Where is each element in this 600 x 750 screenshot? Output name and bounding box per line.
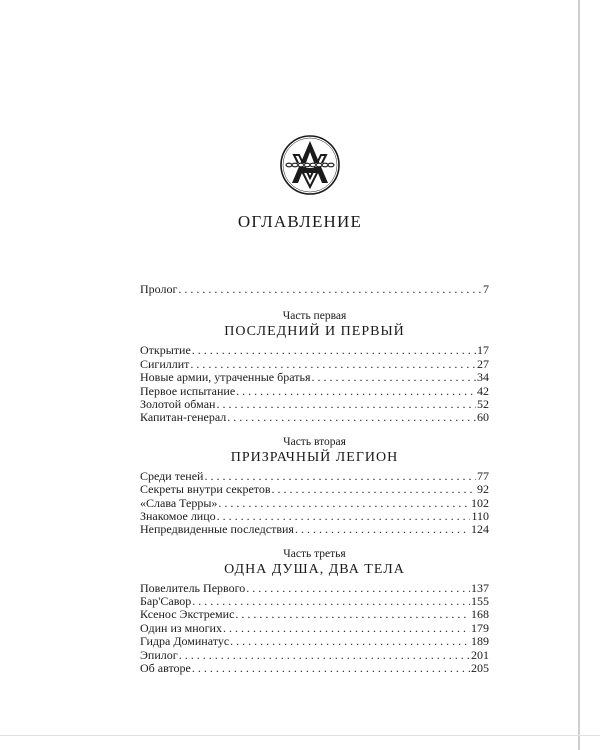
page-edge-bottom	[0, 735, 600, 736]
dot-leader	[190, 358, 476, 371]
dot-leader	[223, 622, 470, 635]
entry-title: Гидра Доминатус	[140, 634, 230, 649]
dot-leader	[192, 344, 476, 357]
dot-leader	[227, 411, 476, 424]
dot-leader	[235, 608, 470, 621]
dot-leader	[192, 595, 470, 608]
toc-entry[interactable]	[140, 635, 489, 648]
toc-entry[interactable]	[140, 582, 489, 595]
entry-title: Секреты внутри секретов	[140, 482, 271, 497]
dot-leader	[312, 371, 477, 384]
entry-page: 137	[471, 580, 489, 595]
publisher-emblem-icon	[278, 133, 342, 197]
entry-page: 27	[477, 356, 489, 371]
entry-title: Новые армии, утраченные братья	[140, 370, 311, 385]
toc-entry[interactable]	[140, 371, 489, 384]
part-heading-2	[140, 435, 489, 466]
entry-page: 92	[477, 482, 489, 497]
toc-entry[interactable]	[140, 411, 489, 424]
dot-leader	[204, 470, 476, 483]
dot-leader	[178, 283, 482, 296]
entry-page: 155	[471, 594, 489, 609]
toc-entry[interactable]	[140, 344, 489, 357]
entry-title: Непредвиденные последствия	[140, 522, 294, 537]
part-heading-1	[140, 309, 489, 340]
part-label: Часть первая	[282, 310, 347, 323]
entry-title: Бар'Савор	[140, 594, 192, 609]
entry-page: 189	[471, 634, 489, 649]
toc-entry-prologue[interactable]	[140, 283, 489, 296]
part-label: Часть третья	[283, 547, 346, 560]
toc-entry[interactable]	[140, 483, 489, 496]
entry-title: Открытие	[140, 343, 191, 358]
entry-page: 110	[471, 508, 489, 523]
toc-entry[interactable]	[140, 622, 489, 635]
dot-leader	[246, 582, 470, 595]
entry-title: Пролог	[140, 282, 178, 296]
dot-leader	[216, 398, 476, 411]
toc-entry[interactable]	[140, 662, 489, 675]
toc-entry[interactable]	[140, 608, 489, 621]
entry-page: 42	[477, 383, 489, 398]
toc-entry[interactable]	[140, 470, 489, 483]
entry-title: Один из многих	[140, 620, 222, 635]
entry-title: «Слава Терры»	[140, 495, 218, 510]
dot-leader	[218, 497, 470, 510]
part-label: Часть вторая	[283, 435, 346, 448]
entry-page: 179	[471, 620, 489, 635]
dot-leader	[217, 510, 471, 523]
entry-title: Повелитель Первого	[140, 580, 246, 595]
part-heading-3	[140, 547, 489, 578]
entry-title: Капитан-генерал	[140, 410, 227, 425]
page-edge	[578, 0, 580, 750]
entry-page: 17	[477, 343, 489, 358]
entry-title: Ксенос Экстремис	[140, 607, 235, 622]
entry-page: 7	[483, 282, 489, 296]
entry-page: 34	[477, 370, 489, 385]
dot-leader	[179, 649, 470, 662]
toc-entry[interactable]	[140, 523, 489, 536]
part-title: ПРИЗРАЧНЫЙ ЛЕГИОН	[230, 449, 399, 465]
dot-leader	[230, 635, 470, 648]
toc-entry[interactable]	[140, 398, 489, 411]
dot-leader	[236, 385, 476, 398]
toc-entry[interactable]	[140, 510, 489, 523]
entry-title: Среди теней	[140, 468, 204, 483]
entry-title: Знакомое лицо	[140, 508, 216, 523]
entry-page: 201	[471, 647, 489, 662]
entry-title: Сигиллит	[140, 356, 190, 371]
entry-page: 52	[477, 396, 489, 411]
toc-entry[interactable]	[140, 595, 489, 608]
entry-page: 168	[471, 607, 489, 622]
toc-entry[interactable]	[140, 358, 489, 371]
part-title: ПОСЛЕДНИЙ И ПЕРВЫЙ	[224, 324, 405, 340]
entry-page: 205	[471, 661, 489, 676]
entry-page: 124	[471, 522, 489, 537]
toc-title: ОГЛАВЛЕНИЕ	[237, 212, 363, 231]
dot-leader	[272, 483, 476, 496]
toc-entry[interactable]	[140, 649, 489, 662]
toc-entry[interactable]	[140, 497, 489, 510]
toc-entries	[140, 283, 489, 675]
entry-page: 77	[477, 468, 489, 483]
part-title: ОДНА ДУША, ДВА ТЕЛА	[224, 561, 405, 577]
entry-page: 60	[477, 410, 489, 425]
dot-leader	[295, 523, 470, 536]
entry-title: Первое испытание	[140, 383, 236, 398]
entry-title: Золотой обман	[140, 396, 216, 411]
entry-title: Эпилог	[140, 647, 178, 662]
toc-entry[interactable]	[140, 385, 489, 398]
dot-leader	[192, 662, 470, 675]
entry-page: 102	[471, 495, 489, 510]
entry-title: Об авторе	[140, 661, 191, 676]
